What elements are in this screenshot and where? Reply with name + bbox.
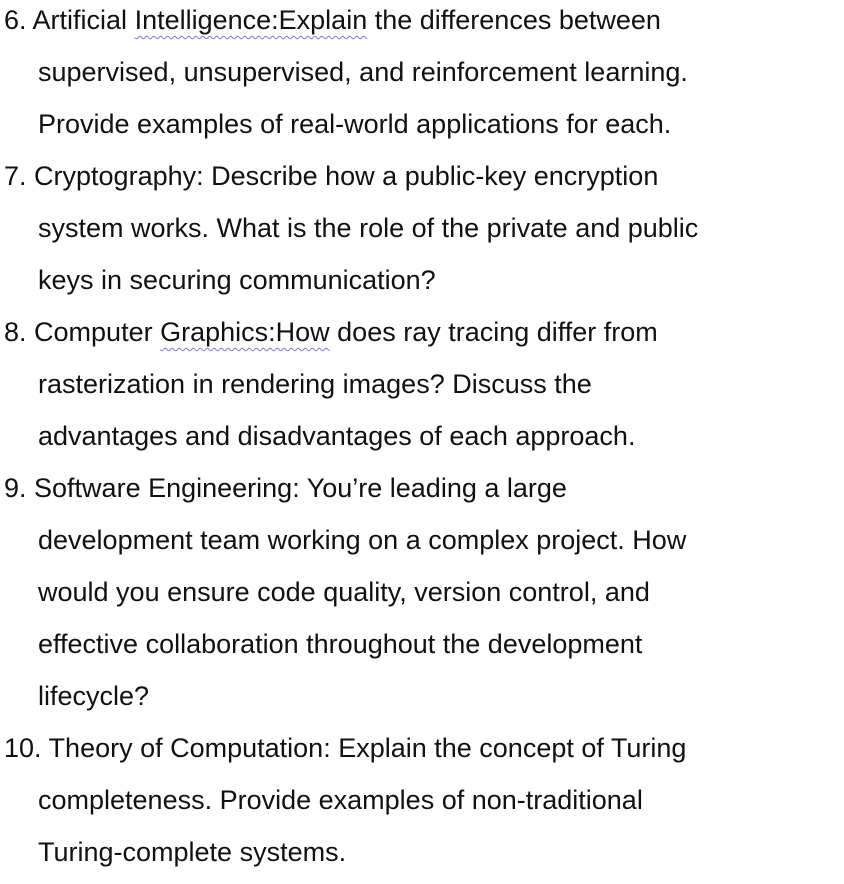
line-text: Theory of Computation: Explain the concept of Turing xyxy=(41,733,687,763)
list-item-7 xyxy=(0,156,844,312)
line-text: Software Engineering: You’re leading a large xyxy=(26,473,567,503)
line-text: Computer xyxy=(26,317,161,347)
line-text: Cryptography: Describe how a public-key encryption xyxy=(26,161,659,191)
list-item-line: completeness. Provide examples of non-traditional xyxy=(38,785,643,815)
list-item-9 xyxy=(0,468,844,728)
list-number: 7. xyxy=(4,161,27,191)
list-item-line: Turing-complete systems. xyxy=(38,837,347,867)
list-number: 9. xyxy=(4,473,27,503)
list-number: 6. xyxy=(4,5,27,35)
list-item-line: system works. What is the role of the private and public xyxy=(38,213,699,243)
line-text: does ray tracing differ from xyxy=(329,317,658,347)
list-item-line: keys in securing communication? xyxy=(38,265,436,295)
list-item-line: rasterization in rendering images? Discuss the xyxy=(38,369,592,399)
list-item-line xyxy=(0,312,844,364)
spellcheck-marked-text: Graphics:How xyxy=(160,317,330,347)
list-item-line: effective collaboration throughout the development xyxy=(38,629,643,659)
list-item-line: development team working on a complex project. How xyxy=(38,525,687,555)
list-item-8 xyxy=(0,312,844,468)
list-item-line: would you ensure code quality, version control, and xyxy=(38,577,650,607)
list-item-line xyxy=(0,728,844,780)
list-number: 8. xyxy=(4,317,27,347)
list-item-line xyxy=(0,468,844,520)
list-item-line: advantages and disadvantages of each approach. xyxy=(38,421,636,451)
list-item-line: lifecycle? xyxy=(38,681,150,711)
list-number: 10. xyxy=(4,733,42,763)
spellcheck-marked-text: Intelligence:Explain xyxy=(134,5,368,35)
list-item-line: Provide examples of real-world applications for each. xyxy=(38,109,672,139)
list-item-6 xyxy=(0,0,844,156)
list-item-line xyxy=(0,156,844,208)
line-text: Artificial xyxy=(26,5,135,35)
list-item-line xyxy=(0,0,844,52)
line-text: the differences between xyxy=(367,5,661,35)
list-item-line: supervised, unsupervised, and reinforcement learning. xyxy=(38,57,688,87)
list-item-10 xyxy=(0,728,844,884)
